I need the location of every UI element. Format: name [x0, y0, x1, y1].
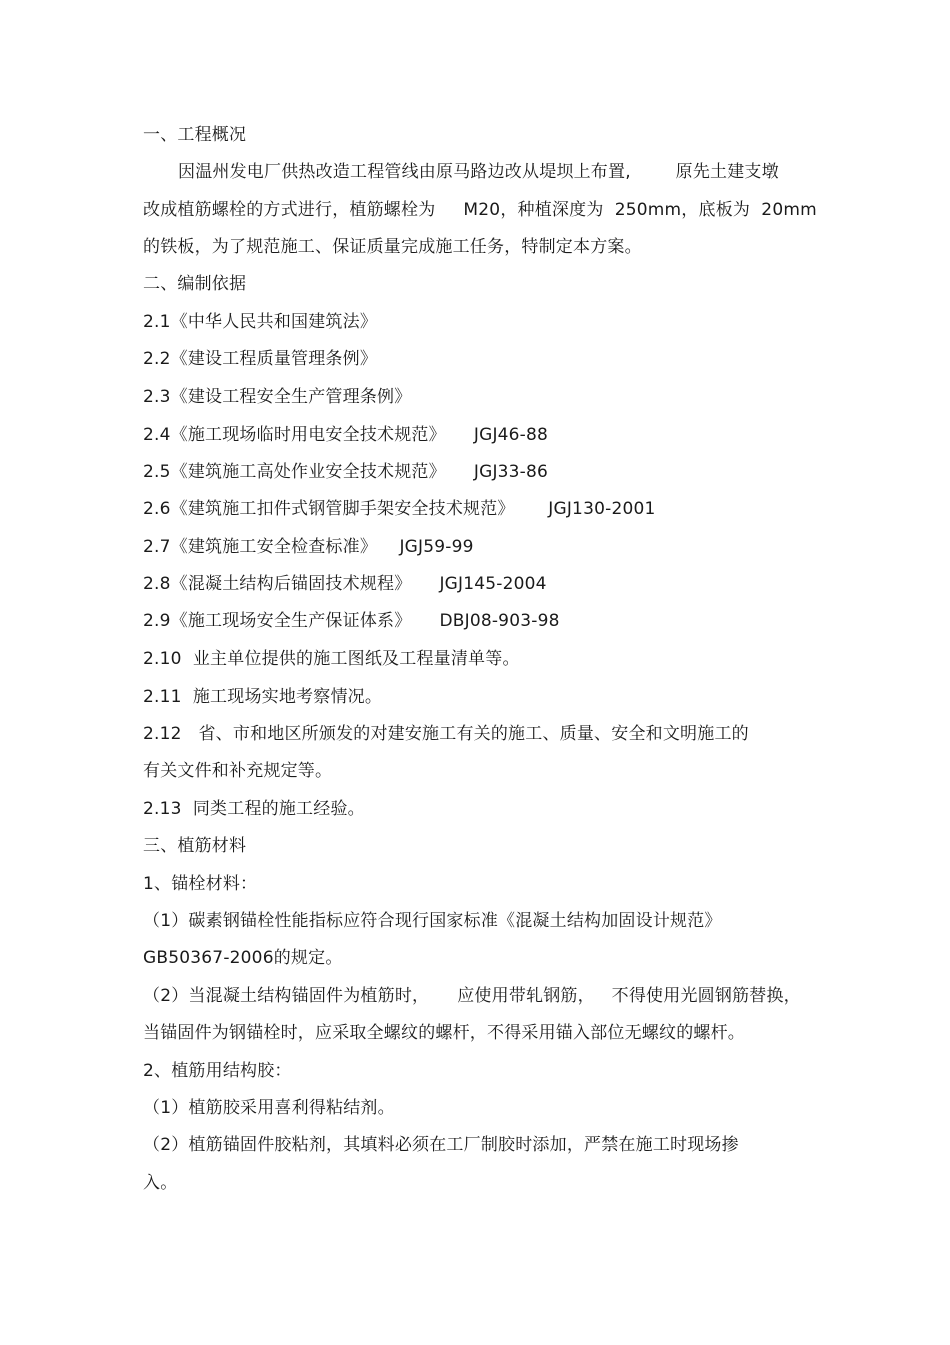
subheading: 2、植筋用结构胶：: [143, 1061, 292, 1081]
list-item: 2.3《建设工程安全生产管理条例》: [143, 387, 412, 407]
heading-3: 三、植筋材料: [143, 836, 247, 856]
list-item: 2.7《建筑施工安全检查标准》 JGJ59-99: [143, 537, 474, 557]
list-item: 2.9《施工现场安全生产保证体系》 DBJ08-903-98: [143, 611, 560, 631]
list-item: 2.13 同类工程的施工经验。: [143, 799, 365, 819]
paragraph-line: 改成植筋螺栓的方式进行，植筋螺栓为 M20，种植深度为 250mm，底板为 20mm: [143, 200, 817, 220]
list-item: 2.5《建筑施工高处作业安全技术规范》 JGJ33-86: [143, 462, 549, 482]
paragraph-line: 的铁板，为了规范施工、保证质量完成施工任务，特制定本方案。: [143, 237, 642, 257]
list-item: 2.4《施工现场临时用电安全技术规范》 JGJ46-88: [143, 425, 549, 445]
list-item: 2.12 省、市和地区所颁发的对建安施工有关的施工、质量、安全和文明施工的: [143, 724, 749, 744]
paragraph-line: 入。: [143, 1173, 178, 1193]
list-item: 2.11 施工现场实地考察情况。: [143, 687, 383, 707]
list-item: 2.10 业主单位提供的施工图纸及工程量清单等。: [143, 649, 520, 669]
heading-2: 二、编制依据: [143, 274, 247, 294]
subheading: 1、锚栓材料：: [143, 874, 258, 894]
paragraph-line: 当锚固件为钢锚栓时，应采取全螺纹的螺杆，不得采用锚入部位无螺纹的螺杆。: [143, 1023, 745, 1043]
heading-1: 一、工程概况: [143, 125, 247, 145]
list-item: 2.1《中华人民共和国建筑法》: [143, 312, 378, 332]
paragraph-line: （2）植筋锚固件胶粘剂，其填料必须在工厂制胶时添加，严禁在施工时现场掺: [143, 1135, 739, 1155]
paragraph-line: 因温州发电厂供热改造工程管线由原马路边改从堤坝上布置, 原先土建支墩: [178, 162, 779, 182]
list-item: 2.6《建筑施工扣件式钢管脚手架安全技术规范》 JGJ130-2001: [143, 499, 656, 519]
list-item: 2.8《混凝土结构后锚固技术规程》 JGJ145-2004: [143, 574, 547, 594]
list-item-continuation: 有关文件和补充规定等。: [143, 761, 333, 781]
paragraph-line: （1）碳素钢锚栓性能指标应符合现行国家标准《混凝土结构加固设计规范》: [143, 911, 722, 931]
paragraph-line: （2）当混凝土结构锚固件为植筋时， 应使用带轧钢筋， 不得使用光圆钢筋替换，: [143, 986, 801, 1006]
paragraph-line: GB50367-2006的规定。: [143, 948, 343, 968]
list-item: 2.2《建设工程质量管理条例》: [143, 349, 378, 369]
paragraph-line: （1）植筋胶采用喜利得粘结剂。: [143, 1098, 395, 1118]
